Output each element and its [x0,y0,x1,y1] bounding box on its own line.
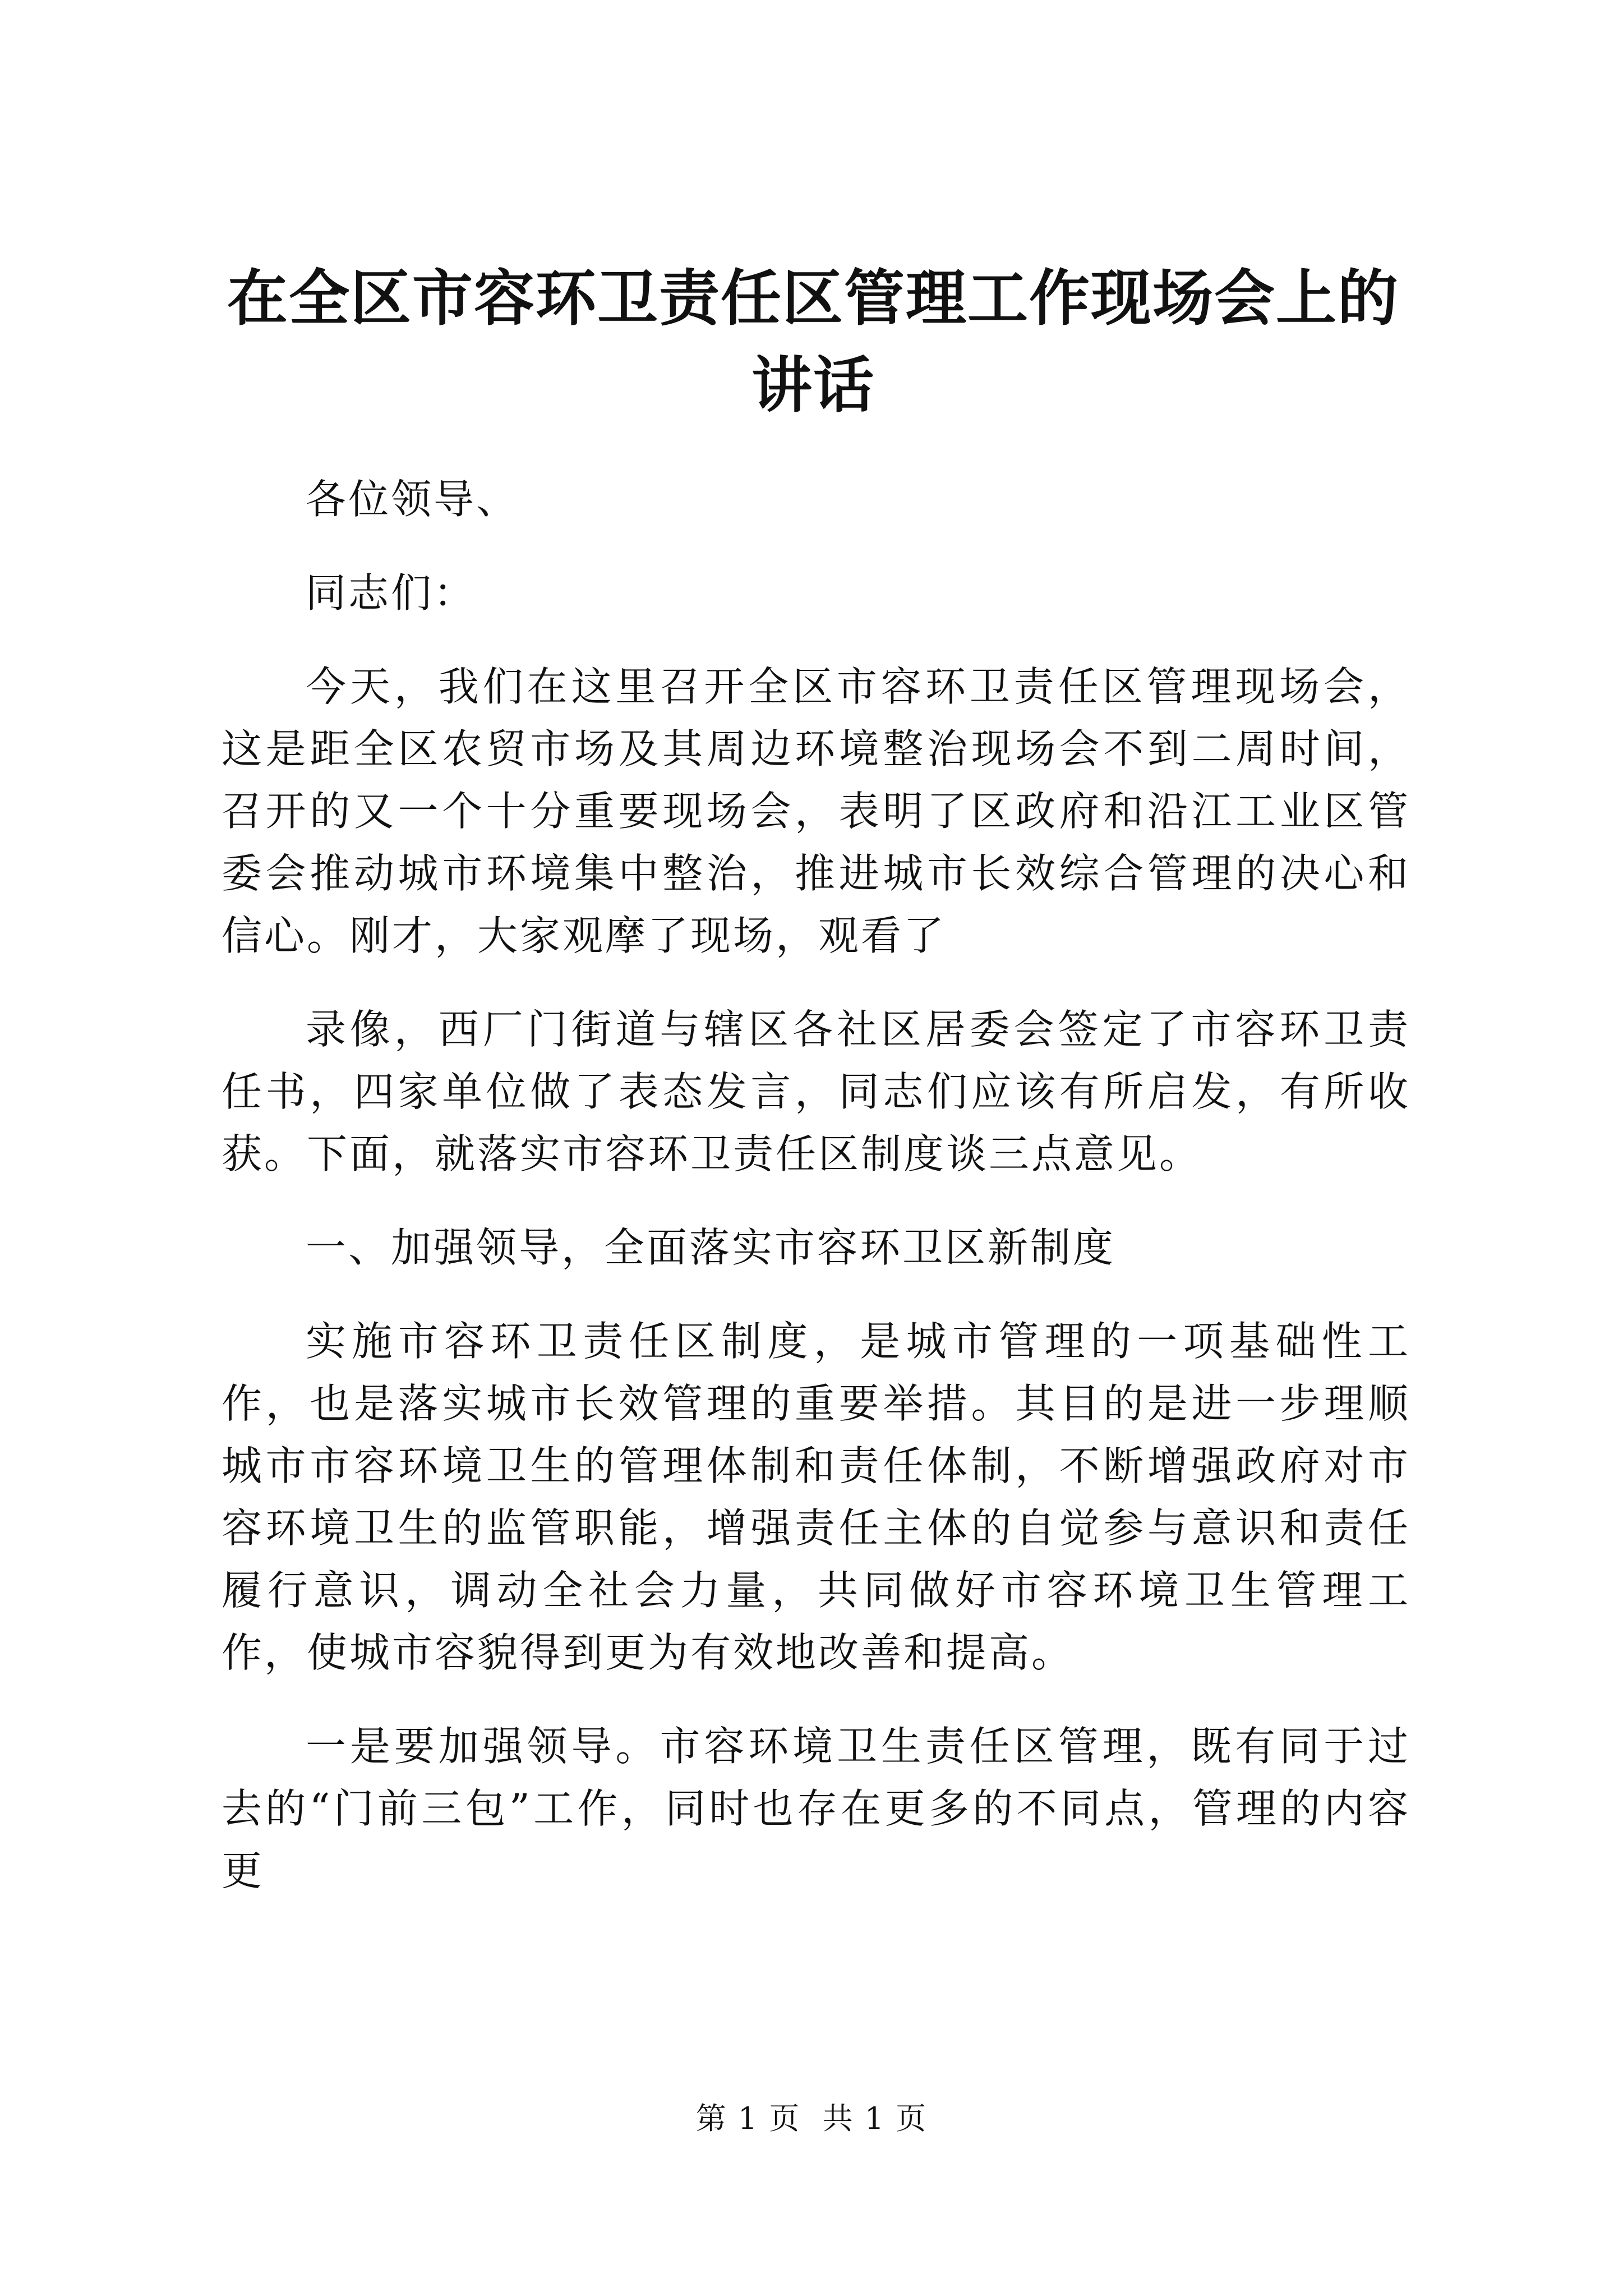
document-title: 在全区市容环卫责任区管理工作现场会上的讲话 [227,263,1399,421]
page-footer [0,2099,1623,2138]
body-paragraph: 一是要加强领导。市容环境卫生责任区管理，既有同于过去的“门前三包”工作，同时也存在更多的不同点，管理的内容更 [222,1723,1410,1894]
salutation-line-1: 各位领导、 [306,476,519,523]
page-total: 共 1 页 [822,2101,928,2136]
body-paragraph: 今天，我们在这里召开全区市容环卫责任区管理现场会，这是距全区农贸市场及其周边环境整治现场会不到二周时间，召开的又一个十分重要现场会，表明了区政府和沿江工业区管委会推动城市环境集中整治，推进城市长效综合管理的决心和信心。刚才，大家观摩了现场，观看了 [222,663,1410,959]
salutation-line-2: 同志们： [306,569,477,616]
body-paragraph: 实施市容环卫责任区制度，是城市管理的一项基础性工作，也是落实城市长效管理的重要举措。其目的是进一步理顺城市市容环境卫生的管理体制和责任体制，不断增强政府对市容环境卫生的监管职能，增强责任主体的自觉参与意识和责任履行意识，调动全社会力量，共同做好市容环境卫生管理工作，使城市容貌得到更为有效地改善和提高。 [222,1318,1410,1676]
section-heading: 一、加强领导，全面落实市容环卫区新制度 [306,1224,1116,1271]
body-paragraph: 录像，西厂门街道与辖区各社区居委会签定了市容环卫责任书，四家单位做了表态发言，同志们应该有所启发，有所收获。下面，就落实市容环卫责任区制度谈三点意见。 [222,1006,1410,1177]
document-body [222,468,1410,1934]
page-number: 第 1 页 [695,2101,801,2136]
